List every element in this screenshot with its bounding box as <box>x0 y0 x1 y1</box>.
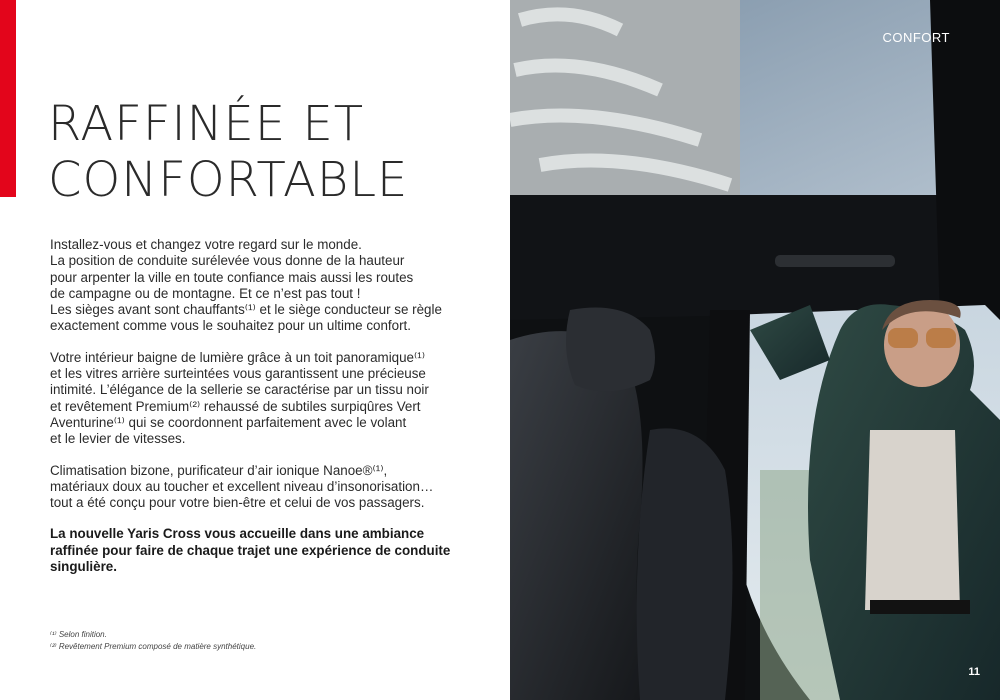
text-line: Les sièges avant sont chauffants⁽¹⁾ et le siège conducteur se règle <box>50 302 442 318</box>
text-line: pour arpenter la ville en toute confiance mais aussi les routes <box>50 269 414 285</box>
text-line: matériaux doux au toucher et excellent niveau d’insonorisation… <box>50 478 434 494</box>
paragraph-interior <box>50 350 490 448</box>
text-line: intimité. L’élégance de la sellerie se caractérise par un tissu noir <box>50 382 429 398</box>
text-line: et le levier de vitesses. <box>50 431 186 447</box>
car-interior-photo <box>510 0 1000 700</box>
paragraph-climate <box>50 463 490 512</box>
text-line: La position de conduite surélevée vous donne de la hauteur <box>50 253 405 269</box>
text-line: Aventurine⁽¹⁾ qui se coordonnent parfaitement avec le volant <box>50 414 407 430</box>
text-line: Votre intérieur baigne de lumière grâce à un toit panoramique⁽¹⁾ <box>50 349 426 365</box>
body-text <box>50 237 490 590</box>
footnotes <box>50 629 256 653</box>
text-line: et revêtement Premium⁽²⁾ rehaussé de subtiles surpiqûres Vert <box>50 398 421 414</box>
paragraph-intro <box>50 237 490 335</box>
page-title <box>48 96 408 208</box>
text-line: La nouvelle Yaris Cross vous accueille dans une ambiance <box>50 526 425 542</box>
footnote-1: ⁽¹⁾ Selon finition. <box>50 630 107 639</box>
footnote-2: ⁽²⁾ Revêtement Premium composé de matière synthétique. <box>50 642 257 651</box>
paragraph-conclusion <box>50 526 490 575</box>
section-label: CONFORT <box>882 30 950 45</box>
text-line: tout a été conçu pour votre bien-être et celui de vos passagers. <box>50 495 425 511</box>
page-number: 11 <box>968 666 980 678</box>
text-line: Installez-vous et changez votre regard sur le monde. <box>50 237 362 252</box>
text-line: de campagne ou de montagne. Et ce n’est pas tout ! <box>50 285 361 301</box>
text-line: Climatisation bizone, purificateur d’air ionique Nanoe®⁽¹⁾, <box>50 462 388 478</box>
text-line: singulière. <box>50 559 117 575</box>
title-line-2: CONFORTABLE <box>48 152 409 208</box>
photo-illustration <box>510 0 1000 700</box>
title-line-1: RAFFINÉE ET <box>48 96 365 152</box>
text-line: exactement comme vous le souhaitez pour un ultime confort. <box>50 318 411 334</box>
text-line: et les vitres arrière surteintées vous garantissent une précieuse <box>50 366 426 382</box>
text-line: raffinée pour faire de chaque trajet une expérience de conduite <box>50 542 451 558</box>
